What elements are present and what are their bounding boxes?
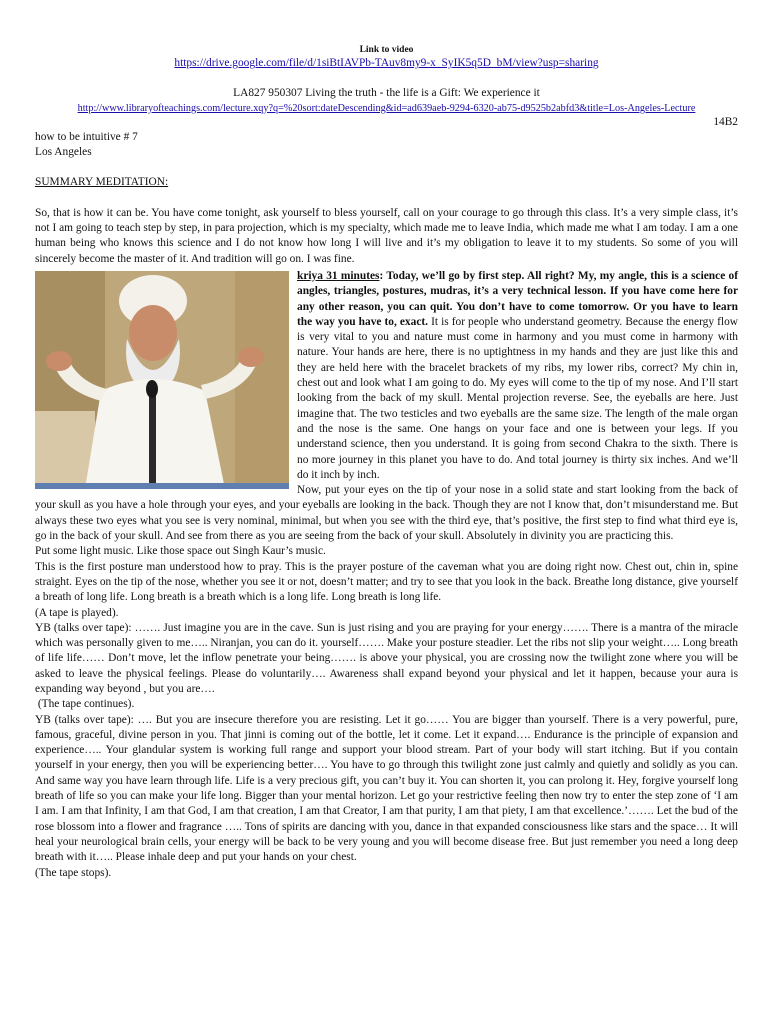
kriya-bold-text: : Today, we’ll go by first step. All right? My, my angle, this is a science of angles, triangles, postures, mudras, it’s a very technical lesson. If you have come here for any other reason, you can quit. You don’t have to come tomorrow. Or you have to learn the way you have to, exact.	[297, 269, 739, 328]
lecture-title: LA827 950307 Living the truth - the life is a Gift: We experience it	[233, 87, 540, 100]
paragraph-tape-stops: (The tape stops).	[35, 866, 112, 879]
location-label: Los Angeles	[35, 146, 92, 159]
paragraph-yb-1: YB (talks over tape): ……. Just imagine you are in the cave. Sun is just rising and you are praying for your energy……. There is a mantra of the miracle which was personally given to me….. Niranjan, you can do it. yourself……. Make your posture steadier. Let the ribs not slip your weight….. Long breath of life life…… Don’t move, let the inflow penetrate your being……. is above your physical, you are crossing now the twilight zone where you will be asked to leave the physical feelings. Please do voluntarily…. Awareness shall expand beyond your physical and let it happen, because your aura is expanding way beyond , but you are….	[35, 621, 738, 695]
paragraph-eyes: Now, put your eyes on the tip of your nose in a solid state and start looking from the back of your skull as you have a hole through your eyes, and your eyeballs are looking in the back. Though they are not I know that, don’t misunderstand me. But always these two eyes what you see is very nominal, minimal, but when you see with the third eye, that’s positive, the first step to find what third eye is, go in the back of your skull. And see from there as you are seeing from the back of your skull. Absolutely in divinity you are practicing this.	[35, 484, 738, 543]
paragraph-intro: So, that is how it can be. You have come tonight, ask yourself to bless yourself, call on your courage to go through this class. It’s a very simple class, it’s not I am going to teach step by step, in para projection, which is my specialty, which made me to leave India, which made me what I am today. I am a one human being who knows this science and I do not know how long I will live and it’s my obligation to leave it to my students. So some of you will sincerely become the master of it. And tradition will go on. I was fine.	[35, 206, 738, 265]
paragraph-music: Put some light music. Like those space out Singh Kaur’s music.	[35, 545, 326, 558]
speaker-photo	[35, 271, 289, 489]
kriya-text: It is for people who understand geometry. Because the energy flow is very vital to you and nature must come in harmony and you must come in harmony with nature. Your hands are here, there is no uptightness in my hands and they are just like this and they are held here with the bracelet brackets of my ribs, my lower ribs, correct? My chin in, chest out and look what I am going to do. My eyes will come to the tip of my nose. And I’ll start looking from the back of my skull. Mental projection reverse. See, the eyeballs are here. Just imagine that. The two testicles and two eyeballs are the same size. The length of the male organ and the nose is the same. One hangs on your face and one is between your legs. If you understand science, then you understand. It is going from second Chakra to the sixth. There is no more journey in this planet you have to do. And total journey is thirty six inches. And we’ll do it inch by inch.	[297, 315, 738, 481]
section-heading: SUMMARY MEDITATION:	[35, 176, 169, 189]
video-link[interactable]: https://drive.google.com/file/d/1siBtIAVPb-TAuv8my9-x_SyIK5q5D_bM/view?usp=sharing	[174, 57, 599, 69]
lecture-link[interactable]: http://www.libraryofteachings.com/lecture.xqy?q=%20sort:dateDescending&id=ad639aeb-9294-6320-ab75-d9525b2abfd3&title=Los-Angeles-Lecture	[77, 102, 696, 114]
paragraph-tape-played: (A tape is played).	[35, 606, 119, 619]
document-page	[35, 44, 738, 881]
series-label: how to be intuitive # 7	[35, 130, 138, 143]
paragraph-tape-continues: (The tape continues).	[35, 698, 135, 711]
paragraph-yb-2: YB (talks over tape): …. But you are insecure therefore you are resisting. Let it go…… You are bigger than yourself. There is a very powerful, pure, famous, graceful, divine person in you. That jinni is coming out of the bottle, let it come. Let it expand…. Endurance is the principle of expansion and experience….. Your glandular system is working full range and support your blood stream. Part of your body will start itching. But if you contain yourself in your energy, then you will be experiencing better…. You have to go through this twilight zone just calmly and quietly and solidly as you can. And same way you have learn through life. Life is a very precious gift, you can’t buy it. You can shorten it, you can prolong it. Hey, forgive yourself long breath of life so you can make your life long. Bigger than your mental horizon. Let go your restrictive feeling then now try to enter the step zone of ‘I am I am. I am that Infinity, I am that God, I am that creation, I am that Creator, I am that purity, I am that piety, I am that excellence.’……. Let the bud of the rose blossom into a flower and fragrance ….. Tons of spirits are dancing with you, dance in that expanded consciousness like stars and the space… It will heal your neurological brain cells, your energy will be back to be very young and you will become disease free. But just remember you need a long deep breath with it….. Please inhale deep and put your hands on your chest.	[35, 713, 738, 864]
lecture-code: 14B2	[713, 115, 738, 128]
link-label: Link to video	[359, 45, 414, 55]
paragraph-posture: This is the first posture man understood how to pray. This is the prayer posture of the caveman what you are doing right now. Chest out, chin in, spine straight. Eyes on the tip of the nose, whether you see it or not, doesn’t matter; and try to see that you look in the back. Breathe long distance, give yourself a breath of long life. Long breath is a breath which is a long life. Long breath is long life.	[35, 560, 738, 604]
kriya-label: kriya 31 minutes	[297, 269, 380, 282]
